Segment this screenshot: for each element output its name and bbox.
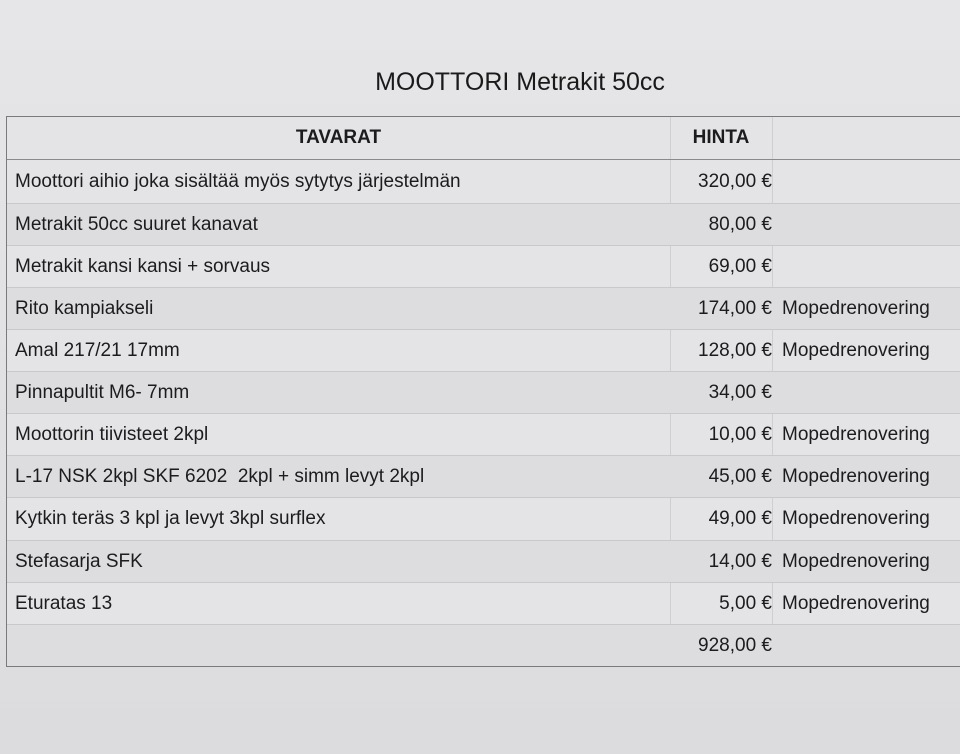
item-price: 69,00 € <box>708 255 772 277</box>
table-row <box>7 372 960 414</box>
table-row <box>7 288 960 330</box>
table-row <box>7 330 960 372</box>
table-row <box>7 498 960 541</box>
header-items: TAVARAT <box>295 127 382 148</box>
item-price: 10,00 € <box>708 423 772 445</box>
item-note: Mopedrenovering <box>782 423 930 445</box>
table-row <box>7 246 960 288</box>
item-price: 5,00 € <box>719 592 772 614</box>
total-note <box>782 625 960 666</box>
price-table <box>6 116 960 667</box>
item-note: Mopedrenovering <box>782 297 930 319</box>
total-price: 928,00 € <box>698 634 772 656</box>
page-title: MOOTTORI Metrakit 50cc <box>375 68 665 96</box>
item-note <box>782 372 960 413</box>
item-name: Rito kampiakseli <box>15 297 154 319</box>
table-row <box>7 541 960 583</box>
table-row <box>7 456 960 498</box>
item-name: Eturatas 13 <box>15 592 113 614</box>
header-price: HINTA <box>692 127 750 148</box>
table-header <box>7 117 960 160</box>
item-price: 128,00 € <box>698 339 772 361</box>
item-price: 174,00 € <box>698 297 772 319</box>
item-note <box>782 204 960 245</box>
table-row <box>7 414 960 456</box>
item-price: 49,00 € <box>708 508 772 529</box>
total-row <box>7 625 960 666</box>
item-name: Moottori aihio joka sisältää myös sytytys järjestelmän <box>15 170 461 192</box>
item-note: Mopedrenovering <box>782 339 930 361</box>
item-name: Metrakit 50cc suuret kanavat <box>15 213 258 235</box>
item-note: Mopedrenovering <box>782 465 930 487</box>
item-price: 14,00 € <box>708 550 772 572</box>
item-note <box>782 160 960 203</box>
item-name: L-17 NSK 2kpl SKF 6202 2kpl + simm levyt 2kpl <box>15 465 425 487</box>
item-name: Amal 217/21 17mm <box>15 339 180 361</box>
item-note <box>782 246 960 287</box>
table-row <box>7 583 960 625</box>
item-price: 320,00 € <box>698 170 772 192</box>
item-price: 45,00 € <box>708 465 772 487</box>
header-note <box>782 117 960 159</box>
table-row <box>7 160 960 204</box>
item-name: Moottorin tiivisteet 2kpl <box>15 423 209 445</box>
item-name: Metrakit kansi kansi + sorvaus <box>15 255 271 277</box>
item-price: 80,00 € <box>708 213 772 235</box>
item-price: 34,00 € <box>708 381 772 403</box>
item-name: Pinnapultit M6- 7mm <box>15 381 190 403</box>
item-note: Mopedrenovering <box>782 592 930 614</box>
item-note: Mopedrenovering <box>782 550 930 572</box>
total-label <box>15 625 670 666</box>
item-note: Mopedrenovering <box>782 508 930 529</box>
item-name: Stefasarja SFK <box>15 550 143 572</box>
table-row <box>7 204 960 246</box>
item-name: Kytkin teräs 3 kpl ja levyt 3kpl surflex <box>15 508 326 529</box>
